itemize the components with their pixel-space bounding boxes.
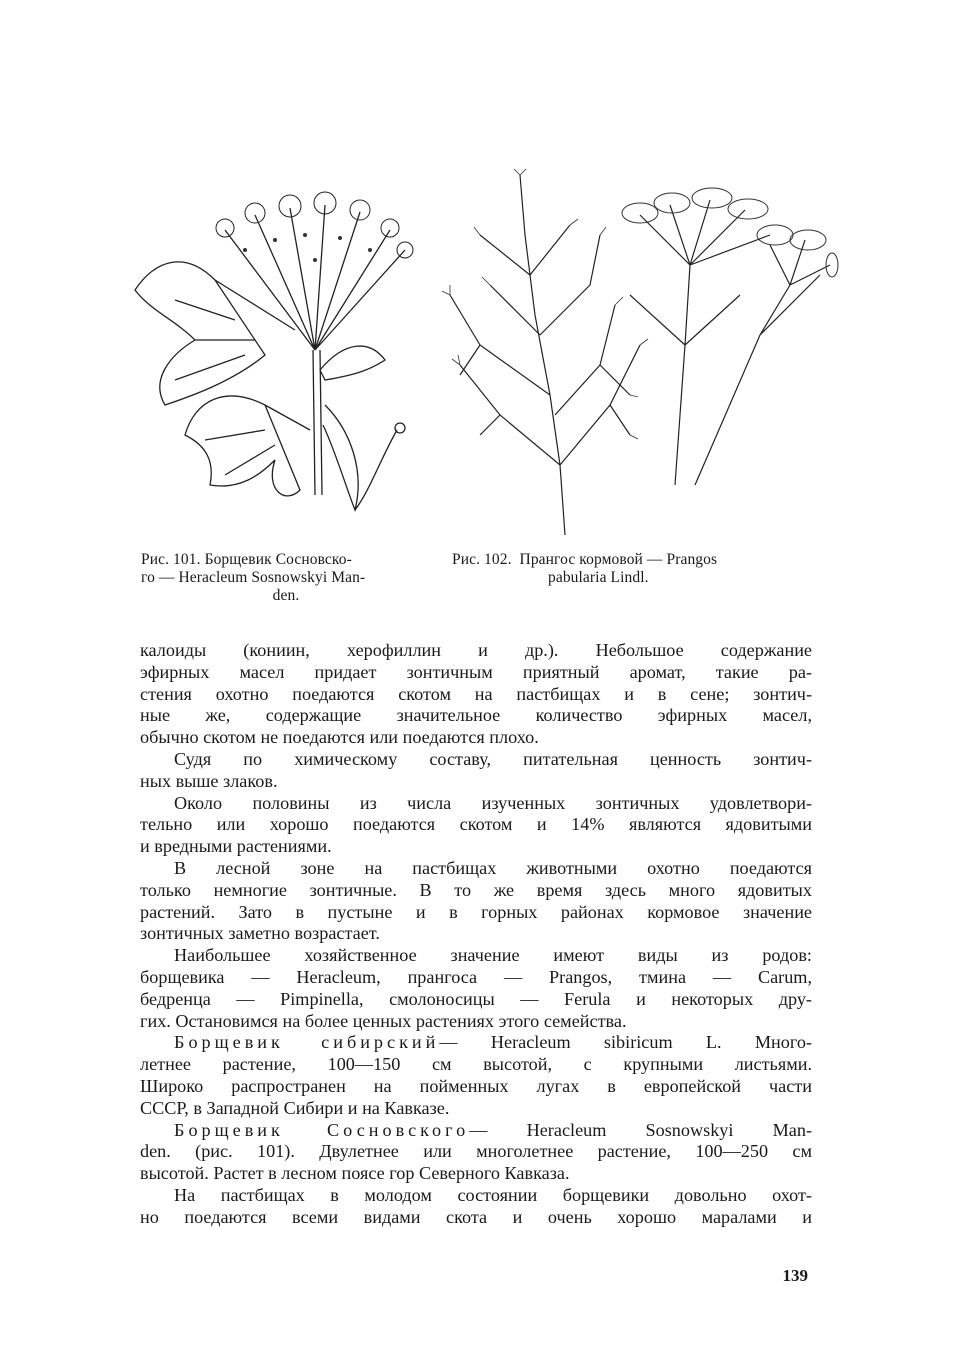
paragraph bbox=[140, 640, 812, 749]
species-term: Борщевик сибирский bbox=[174, 1032, 440, 1053]
text-line: эфирных масел придает зонтичным приятный аромат, такие ра- bbox=[140, 661, 812, 682]
caption-line: pabularia Lindl. bbox=[548, 569, 649, 586]
text-fragment: — Heracleum sibiricum L. Много- bbox=[439, 1032, 812, 1053]
text-line: растений. Зато в пустыне и в горных районах кормовое значение bbox=[140, 901, 812, 922]
text-line: На пастбищах в молодом состоянии борщевики довольно охот- bbox=[174, 1184, 812, 1205]
text-line: калоиды (кониин, херофиллин и др.). Небольшое содержание bbox=[140, 640, 812, 660]
figure-102-caption bbox=[452, 551, 822, 587]
text-line: Широко распространен на пойменных лугах в европейской части bbox=[140, 1075, 812, 1096]
text-line: но поедаются всеми видами скота и очень хорошо маралами и bbox=[140, 1206, 812, 1227]
text-line: den. (рис. 101). Двулетнее или многолетнее растение, 100—250 см bbox=[140, 1141, 812, 1162]
figure-101-illustration bbox=[115, 190, 425, 535]
caption-line bbox=[452, 551, 822, 569]
figure-102-illustration bbox=[440, 165, 840, 540]
paragraph bbox=[140, 858, 812, 945]
species-term: Борщевик Сосновского bbox=[174, 1119, 470, 1140]
text-line: В лесной зоне на пастбищах животными охотно поедаются bbox=[174, 857, 812, 878]
paragraph bbox=[140, 749, 812, 793]
figure-number: Рис. 101. bbox=[141, 551, 201, 568]
text-line: только немногие зонтичные. В то же время здесь много ядовитых bbox=[140, 879, 812, 900]
text-line: ных выше злаков. bbox=[140, 770, 278, 791]
heracleum-drawing bbox=[115, 190, 425, 535]
body-text bbox=[140, 640, 812, 1229]
caption-line: го — Heracleum Sosnowskyi Man- bbox=[141, 569, 366, 586]
text-line bbox=[140, 1032, 812, 1054]
paragraph bbox=[140, 1185, 812, 1229]
text-line: бедренца — Pimpinella, смолоносицы — Ferula и некоторых дру- bbox=[140, 988, 812, 1009]
paragraph bbox=[140, 793, 812, 858]
text-line: высотой. Растет в лесном поясе гор Северного Кавказа. bbox=[140, 1163, 570, 1184]
page-number: 139 bbox=[782, 1266, 808, 1285]
prangos-drawing bbox=[440, 165, 840, 540]
figure-101-caption bbox=[141, 551, 431, 605]
text-line: и вредными растениями. bbox=[140, 836, 332, 857]
text-line: обычно скотом не поедаются или поедаются плохо. bbox=[140, 727, 539, 748]
text-line: стения охотно поедаются скотом на пастбищах и в сене; зонтич- bbox=[140, 683, 812, 704]
caption-line: den. bbox=[272, 587, 300, 604]
paragraph bbox=[140, 945, 812, 1032]
figure-number: Рис. 102. bbox=[452, 551, 512, 568]
caption-text: Борщевик Сосновско- bbox=[204, 551, 352, 568]
text-line: борщевика — Heracleum, прангоса — Prangos, тмина — Carum, bbox=[140, 966, 812, 987]
text-line: СССР, в Западной Сибири и на Кавказе. bbox=[140, 1097, 450, 1118]
paragraph bbox=[140, 1032, 812, 1119]
text-line: зонтичных заметно возрастает. bbox=[140, 923, 380, 944]
text-line: Наибольшее хозяйственное значение имеют виды из родов: bbox=[174, 945, 812, 966]
text-line: Судя по химическому составу, питательная ценность зонтич- bbox=[174, 748, 812, 769]
caption-text: Прангос кормовой — Prangos bbox=[519, 551, 718, 568]
text-line bbox=[140, 1120, 812, 1142]
text-fragment: — Heracleum Sosnowskyi Man- bbox=[469, 1119, 812, 1140]
text-line: Около половины из числа изученных зонтичных удовлетвори- bbox=[174, 792, 812, 813]
text-line: тельно или хорошо поедаются скотом и 14% являются ядовитыми bbox=[140, 814, 812, 835]
paragraph bbox=[140, 1120, 812, 1185]
text-line: летнее растение, 100—150 см высотой, с крупными листьями. bbox=[140, 1054, 812, 1075]
text-line: гих. Остановимся на более ценных растениях этого семейства. bbox=[140, 1010, 627, 1031]
caption-line bbox=[141, 551, 431, 569]
text-line: ные же, содержащие значительное количество эфирных масел, bbox=[140, 705, 812, 726]
